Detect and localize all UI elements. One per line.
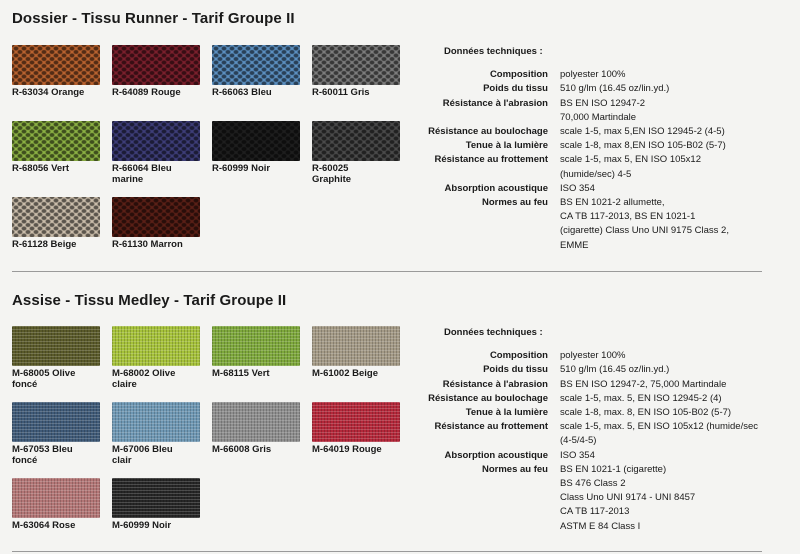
- fabric-swatch: [12, 478, 100, 531]
- tech-spec-value: [560, 139, 797, 153]
- section-divider: [12, 271, 762, 272]
- tech-spec-value: [560, 463, 797, 534]
- tech-spec-row: [412, 349, 797, 363]
- tech-spec-row: [412, 449, 797, 463]
- tech-spec-value-line: BS EN 1021-1 (cigarette): [560, 463, 667, 475]
- tech-spec-value-line: Class Uno UNI 9174 - UNI 8457: [560, 492, 696, 504]
- tech-spec-value-line: scale 1-8, max 8,EN ISO 105-B02 (5-7): [560, 140, 726, 152]
- tech-spec-value-line: 70,000 Martindale: [560, 111, 637, 123]
- tech-spec-key: Composition: [489, 69, 548, 81]
- fabric-swatch: [12, 197, 100, 250]
- tech-spec-key: Résistance au boulochage: [428, 126, 548, 138]
- fabric-color-chip: [12, 45, 100, 85]
- fabric-color-chip: [12, 121, 100, 161]
- tech-spec-row: [412, 378, 797, 392]
- tech-spec-value: [560, 349, 797, 363]
- fabric-swatch: [112, 45, 200, 98]
- fabric-color-chip: [112, 121, 200, 161]
- tech-spec-value-line: polyester 100%: [560, 350, 626, 362]
- tech-spec-value: [560, 378, 797, 392]
- fabric-color-chip: [12, 197, 100, 237]
- tech-spec-key: Tenue à la lumière: [465, 140, 548, 152]
- fabric-swatch-label: R-68056 Vert: [12, 163, 70, 174]
- tech-spec-key: Poids du tissu: [483, 83, 548, 95]
- tech-spec-row: [412, 363, 797, 377]
- fabric-color-chip: [12, 402, 100, 442]
- fabric-swatch: [112, 197, 200, 250]
- fabric-swatch-label: M-68002 Olive claire: [112, 368, 176, 390]
- tech-spec-row: [412, 196, 797, 253]
- tech-spec-row: [412, 97, 797, 125]
- fabric-swatch-label: M-64019 Rouge: [312, 444, 382, 455]
- tech-spec-value-line: polyester 100%: [560, 69, 626, 81]
- fabric-swatch: [312, 45, 400, 98]
- tech-spec-value-line: (humide/sec) 4-5: [560, 168, 632, 180]
- fabric-swatch: [112, 402, 200, 466]
- tech-spec-value-line: ISO 354: [560, 182, 595, 194]
- fabric-swatch: [312, 121, 400, 185]
- tech-spec-key: Normes au feu: [482, 197, 548, 209]
- tech-spec-row: [412, 125, 797, 139]
- tech-spec-value: [560, 363, 797, 377]
- tech-spec-value: [560, 406, 797, 420]
- tech-heading: Données techniques :: [444, 327, 543, 338]
- fabric-swatch: [312, 326, 400, 379]
- bottom-divider: [12, 551, 762, 552]
- tech-spec-row: [412, 182, 797, 196]
- tech-spec-value-line: CA TB 117-2013, BS EN 1021-1: [560, 211, 696, 223]
- fabric-color-chip: [212, 326, 300, 366]
- tech-spec-key: Résistance au frottement: [434, 154, 548, 166]
- tech-spec-row: [412, 463, 797, 534]
- fabric-color-chip: [12, 478, 100, 518]
- fabric-swatch-label: M-68005 Olive foncé: [12, 368, 76, 390]
- tech-spec-key: Résistance à l'abrasion: [442, 378, 548, 390]
- fabric-color-chip: [212, 402, 300, 442]
- fabric-swatch-label: R-66064 Bleu marine: [112, 163, 172, 185]
- fabric-swatch-label: M-67006 Bleu clair: [112, 444, 173, 466]
- tech-spec-value: [560, 392, 797, 406]
- tech-spec-key: Normes au feu: [482, 463, 548, 475]
- tech-spec-row: [412, 153, 797, 181]
- tech-spec-value-line: (4-5/4-5): [560, 435, 597, 447]
- fabric-color-chip: [112, 402, 200, 442]
- fabric-swatch: [12, 121, 100, 174]
- tech-spec-value-line: CA TB 117-2013: [560, 506, 630, 518]
- tech-spec-value-line: scale 1-8, max. 8, EN ISO 105-B02 (5-7): [560, 407, 732, 419]
- fabric-swatch-label: R-60999 Noir: [212, 163, 271, 174]
- fabric-swatch-label: M-67053 Bleu foncé: [12, 444, 73, 466]
- tech-spec-value: [560, 68, 797, 82]
- fabric-color-chip: [212, 121, 300, 161]
- tech-spec-value: [560, 182, 797, 196]
- fabric-swatch: [112, 121, 200, 185]
- fabric-swatch-label: M-60999 Noir: [112, 520, 172, 531]
- tech-spec-row: [412, 139, 797, 153]
- fabric-swatch-label: R-60011 Gris: [312, 87, 370, 98]
- tech-spec-value-line: BS EN ISO 12947-2, 75,000 Martindale: [560, 378, 727, 390]
- tech-spec-key: Tenue à la lumière: [465, 407, 548, 419]
- tech-spec-value: [560, 125, 797, 139]
- fabric-color-chip: [112, 197, 200, 237]
- fabric-swatch-label: R-61130 Marron: [112, 239, 183, 250]
- assise-tech-specs: [412, 326, 797, 534]
- tech-spec-key: Résistance à l'abrasion: [442, 97, 548, 109]
- fabric-swatch: [12, 45, 100, 98]
- tech-spec-row: [412, 406, 797, 420]
- fabric-color-chip: [312, 45, 400, 85]
- tech-spec-value-line: ASTM E 84 Class I: [560, 520, 641, 532]
- tech-spec-value-line: scale 1-5, max. 5, EN ISO 12945-2 (4): [560, 392, 722, 404]
- assise-section: [0, 280, 800, 554]
- fabric-swatch: [212, 326, 300, 379]
- tech-spec-value: [560, 196, 797, 253]
- tech-spec-value-line: scale 1-5, max 5,EN ISO 12945-2 (4-5): [560, 126, 725, 138]
- tech-spec-key: Résistance au frottement: [434, 421, 548, 433]
- tech-spec-value: [560, 420, 797, 448]
- fabric-swatch: [12, 402, 100, 466]
- fabric-swatch-label: M-68115 Vert: [212, 368, 270, 379]
- tech-spec-row: [412, 82, 797, 96]
- tech-spec-value: [560, 449, 797, 463]
- fabric-color-chip: [212, 45, 300, 85]
- tech-spec-value-line: (cigarette) Class Uno UNI 9175 Class 2,: [560, 225, 729, 237]
- fabric-swatch: [12, 326, 100, 390]
- tech-spec-value-line: scale 1-5, max 5, EN ISO 105x12: [560, 154, 701, 166]
- fabric-swatch-label: M-61002 Beige: [312, 368, 379, 379]
- fabric-swatch: [212, 402, 300, 455]
- tech-spec-row: [412, 68, 797, 82]
- tech-spec-key: Absorption acoustique: [444, 449, 548, 461]
- dossier-tech-specs: [412, 45, 797, 253]
- tech-spec-row: [412, 392, 797, 406]
- fabric-swatch: [112, 326, 200, 390]
- tech-spec-value: [560, 82, 797, 96]
- tech-spec-row: [412, 420, 797, 448]
- dossier-section: [0, 0, 800, 275]
- fabric-swatch-label: R-63034 Orange: [12, 87, 85, 98]
- assise-title: Assise - Tissu Medley - Tarif Groupe II: [12, 292, 287, 309]
- fabric-color-chip: [112, 326, 200, 366]
- tech-spec-value-line: BS EN 1021-2 allumette,: [560, 197, 665, 209]
- fabric-swatch-label: R-60025 Graphite: [312, 163, 352, 185]
- fabric-color-chip: [112, 478, 200, 518]
- fabric-swatch-label: R-64089 Rouge: [112, 87, 181, 98]
- fabric-swatch-label: R-66063 Bleu: [212, 87, 272, 98]
- tech-spec-value: [560, 97, 797, 125]
- tech-spec-key: Poids du tissu: [483, 364, 548, 376]
- fabric-swatch: [312, 402, 400, 455]
- fabric-color-chip: [12, 326, 100, 366]
- tech-spec-value-line: scale 1-5, max. 5, EN ISO 105x12 (humide/sec: [560, 421, 759, 433]
- tech-spec-key: Absorption acoustique: [444, 182, 548, 194]
- tech-spec-value-line: ISO 354: [560, 449, 595, 461]
- tech-spec-value-line: 510 g/lm (16.45 oz/lin.yd.): [560, 83, 670, 95]
- fabric-swatch-label: R-61128 Beige: [12, 239, 77, 250]
- fabric-swatch: [112, 478, 200, 531]
- tech-spec-value-line: 510 g/lm (16.45 oz/lin.yd.): [560, 364, 670, 376]
- fabric-swatch: [212, 121, 300, 174]
- tech-spec-value-line: BS EN ISO 12947-2: [560, 97, 646, 109]
- fabric-color-chip: [312, 121, 400, 161]
- tech-spec-key: Composition: [489, 350, 548, 362]
- dossier-title: Dossier - Tissu Runner - Tarif Groupe II: [12, 10, 295, 27]
- fabric-swatch-label: M-66008 Gris: [212, 444, 272, 455]
- fabric-color-chip: [312, 402, 400, 442]
- tech-heading: Données techniques :: [444, 46, 543, 57]
- fabric-color-chip: [112, 45, 200, 85]
- tech-spec-key: Résistance au boulochage: [428, 392, 548, 404]
- fabric-swatch-label: M-63064 Rose: [12, 520, 76, 531]
- tech-spec-value-line: BS 476 Class 2: [560, 478, 626, 490]
- fabric-color-chip: [312, 326, 400, 366]
- fabric-swatch: [212, 45, 300, 98]
- tech-spec-value-line: EMME: [560, 239, 589, 251]
- tech-spec-value: [560, 153, 797, 181]
